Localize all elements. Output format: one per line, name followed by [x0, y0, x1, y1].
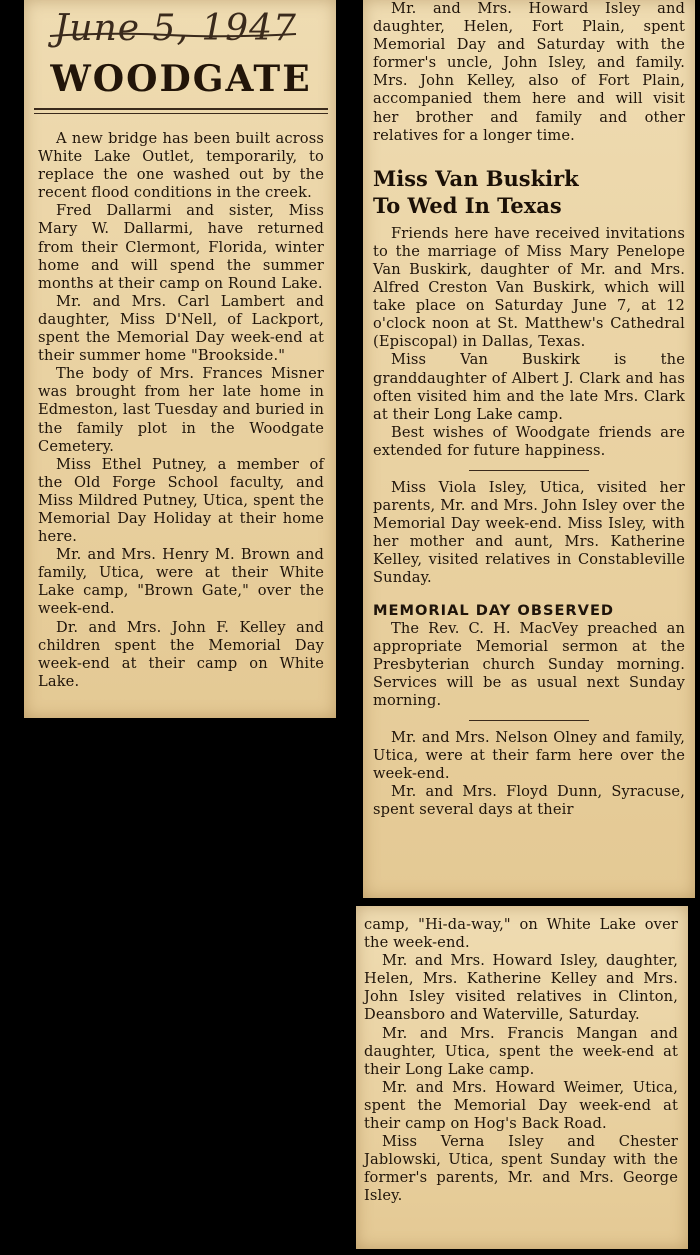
paragraph-olney: Mr. and Mrs. Nelson Olney and family, Utica, were at their farm here over the week-end. [373, 729, 685, 783]
paragraph-wedding-invitation: Friends here have received invitations to the marriage of Miss Mary Penelope Van Buskirk, daughter of Mr. and Mrs. Alfred Creston Van Buskirk, which will take place on Saturday June 7, at 12 o'clock noon at St. Matthew's Cathedral (Episcopal) in Dallas, Texas. [373, 224, 685, 351]
paragraph-misner: The body of Mrs. Frances Misner was brought from her late home in Edmeston, last Tuesday and buried in the family plot in the Woodgate Cemetery. [38, 365, 324, 455]
paragraph-lambert: Mr. and Mrs. Carl Lambert and daughter, Miss D'Nell, of Lackport, spent the Memorial Day week-end at their summer home "Brookside." [38, 292, 324, 365]
clipping-right-top [363, 0, 695, 898]
paragraph-dunn-end: camp, "Hi-da-way," on White Lake over the week-end. [364, 916, 678, 952]
paragraph-isley-clinton: Mr. and Mrs. Howard Isley, daughter, Helen, Mrs. Katherine Kelley and Mrs. John Isley visited relatives in Clinton, Deansboro and Waterville, Saturday. [364, 952, 678, 1024]
bottom-column-text [364, 916, 678, 1206]
clipping-left [24, 0, 336, 718]
clipping-right-bottom [356, 906, 688, 1249]
paragraph-viola-isley: Miss Viola Isley, Utica, visited her parents, Mr. and Mrs. John Isley over the Memorial Day week-end. Miss Isley, with her mother and aunt, Mrs. Katherine Kelley, visited relatives in Constableville Sunday. [373, 478, 685, 587]
date-underline [48, 30, 298, 40]
paragraph-granddaughter: Miss Van Buskirk is the granddaughter of Albert J. Clark and has often visited him and the late Mrs. Clark at their Long Lake camp. [373, 351, 685, 423]
headline-line-1: Miss Van Buskirk [373, 165, 579, 191]
paragraph-dunn-start: Mr. and Mrs. Floyd Dunn, Syracuse, spent several days at their [373, 783, 685, 819]
paragraph-putney: Miss Ethel Putney, a member of the Old Forge School faculty, and Miss Mildred Putney, Utica, spent the Memorial Day Holiday at their home here. [38, 455, 324, 546]
paragraph-memorial-sermon: The Rev. C. H. MacVey preached an appropriate Memorial sermon at the Presbyterian church Sunday morning. Services will be as usual next Sunday morning. [373, 619, 685, 709]
masthead-rule-top [34, 108, 328, 110]
handwritten-date-text: June 5, 1947 [54, 8, 297, 49]
handwritten-date [54, 2, 314, 60]
masthead: WOODGATE [50, 58, 312, 100]
paragraph-bridge: A new bridge has been built across White Lake Outlet, temporarily, to replace the one washed out by the recent flood conditions in the creek. [38, 130, 324, 202]
subhead-memorial-day: MEMORIAL DAY OBSERVED [373, 601, 615, 619]
left-column-text [38, 130, 324, 691]
paragraph-verna-isley: Miss Verna Isley and Chester Jablowski, Utica, spent Sunday with the former's parents, Mr. and Mrs. George Isley. [364, 1133, 678, 1205]
paragraph-dallarmi: Fred Dallarmi and sister, Miss Mary W. Dallarmi, have returned from their Clermont, Florida, winter home and will spend the summer months at their camp on Round Lake. [38, 202, 324, 292]
headline-line-2: To Wed In Texas [373, 192, 562, 218]
paragraph-brown: Mr. and Mrs. Henry M. Brown and family, Utica, were at their White Lake camp, "Brown Gate," over the week-end. [38, 546, 324, 618]
paragraph-kelley: Dr. and Mrs. John F. Kelley and children spent the Memorial Day week-end at their camp on White Lake. [38, 618, 324, 690]
masthead-rule-bottom [34, 113, 328, 114]
paragraph-best-wishes: Best wishes of Woodgate friends are extended for future happiness. [373, 423, 685, 459]
paragraph-weimer: Mr. and Mrs. Howard Weimer, Utica, spent the Memorial Day week-end at their camp on Hog's Back Road. [364, 1078, 678, 1133]
right-column-text [373, 0, 685, 819]
paragraph-mangan: Mr. and Mrs. Francis Mangan and daughter, Utica, spent the week-end at their Long Lake camp. [364, 1024, 678, 1078]
paragraph-isley-fort-plain: Mr. and Mrs. Howard Isley and daughter, Helen, Fort Plain, spent Memorial Day and Saturday with the former's uncle, John Isley, and family. Mrs. John Kelley, also of Fort Plain, accompanied them here and will visit her brother and family and other relatives for a longer time. [373, 0, 685, 144]
